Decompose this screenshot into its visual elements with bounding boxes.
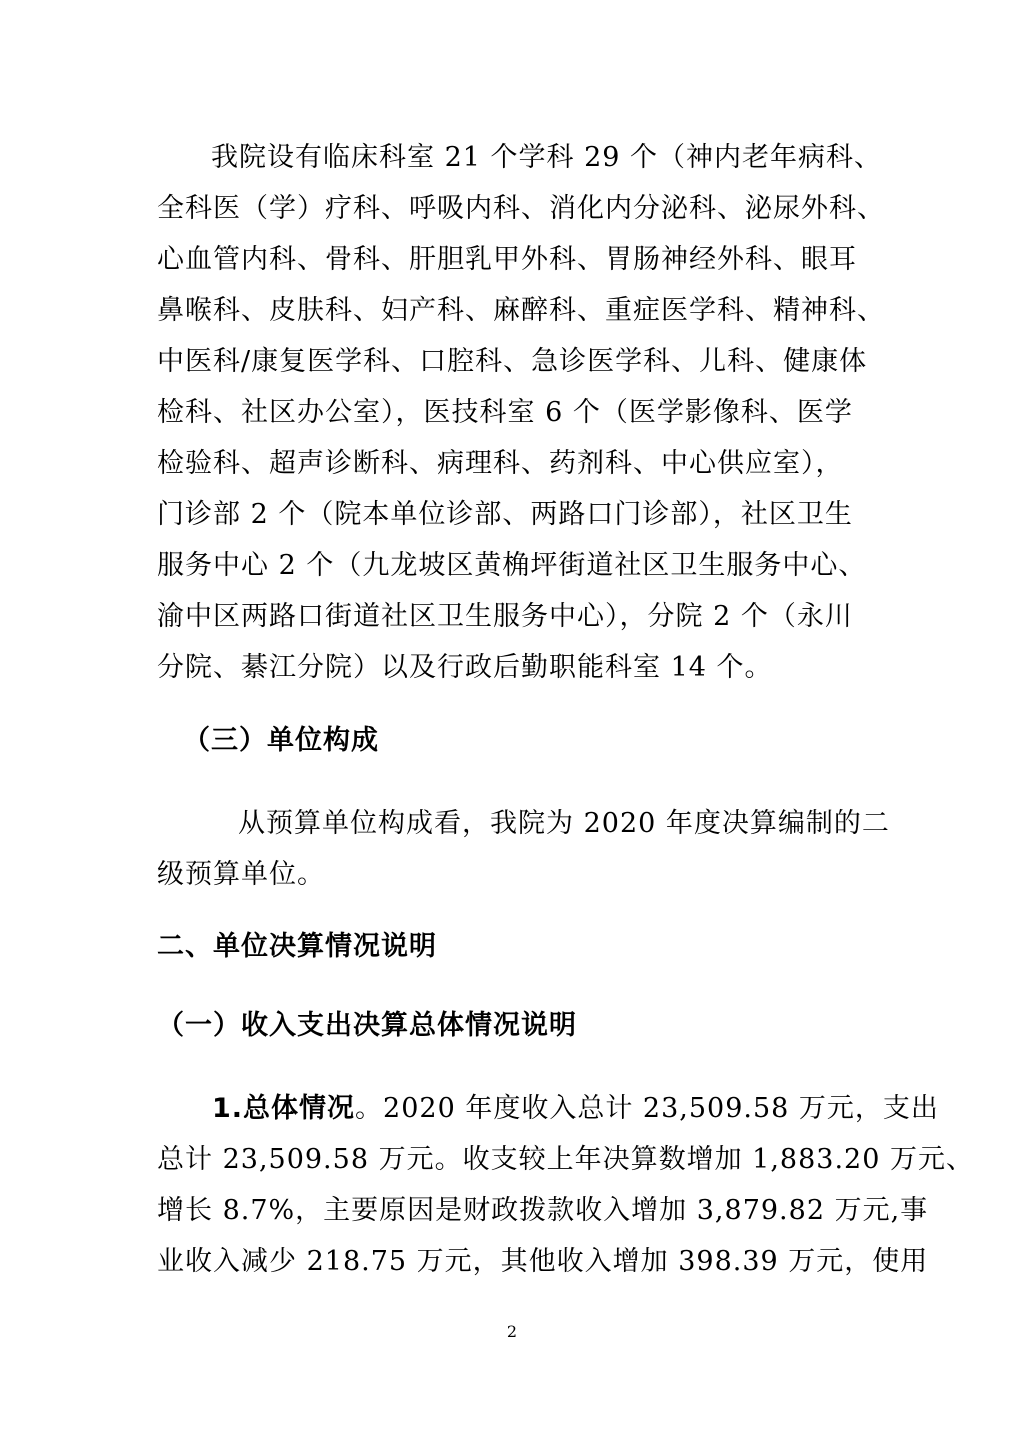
section-two-heading: 二、单位决算情况说明 — [157, 931, 437, 962]
departments-paragraph-line: 全科医（学）疗科、呼吸内科、消化内分泌科、泌尿外科、 — [157, 193, 885, 224]
subsection-one-heading: （一）收入支出决算总体情况说明 — [157, 1010, 577, 1041]
departments-paragraph-line: 检验科、超声诊断科、病理科、药剂科、中心供应室）， — [157, 448, 844, 479]
overall-paragraph-first-line — [212, 1091, 939, 1127]
overall-paragraph-line: 总计 23,509.58 万元。收支较上年决算数增加 1,883.20 万元、 — [157, 1144, 974, 1175]
overall-lead-bold: 1.总体情况 — [212, 1093, 356, 1124]
departments-paragraph-line: 门诊部 2 个（院本单位诊部、两路口门诊部），社区卫生 — [157, 499, 853, 530]
budget-units-paragraph-line: 从预算单位构成看，我院为 2020 年度决算编制的二 — [238, 808, 890, 839]
departments-paragraph-line: 心血管内科、骨科、肝胆乳甲外科、胃肠神经外科、眼耳 — [157, 244, 857, 275]
overall-paragraph-line: 增长 8.7%，主要原因是财政拨款收入增加 3,879.82 万元,事 — [157, 1195, 929, 1226]
departments-paragraph-line: 服务中心 2 个（九龙坡区黄桷坪街道社区卫生服务中心、 — [157, 550, 867, 581]
departments-paragraph-line: 分院、綦江分院）以及行政后勤职能科室 14 个。 — [157, 652, 773, 683]
departments-paragraph-line: 检科、社区办公室），医技科室 6 个（医学影像科、医学 — [157, 397, 853, 428]
unit-composition-heading: （三）单位构成 — [183, 725, 379, 756]
overall-paragraph-line: 业收入减少 218.75 万元，其他收入增加 398.39 万元，使用 — [157, 1246, 929, 1277]
departments-paragraph-line: 中医科/康复医学科、口腔科、急诊医学科、儿科、健康体 — [157, 346, 868, 377]
departments-paragraph-line: 鼻喉科、皮肤科、妇产科、麻醉科、重症医学科、精神科、 — [157, 295, 885, 326]
budget-units-paragraph-line: 级预算单位。 — [157, 859, 325, 890]
page-number: 2 — [506, 1322, 518, 1341]
overall-first-line-rest: 。2020 年度收入总计 23,509.58 万元，支出 — [355, 1093, 939, 1124]
departments-paragraph-line: 渝中区两路口街道社区卫生服务中心），分院 2 个（永川 — [157, 601, 853, 632]
departments-paragraph-line: 我院设有临床科室 21 个学科 29 个（神内老年病科、 — [211, 142, 883, 173]
